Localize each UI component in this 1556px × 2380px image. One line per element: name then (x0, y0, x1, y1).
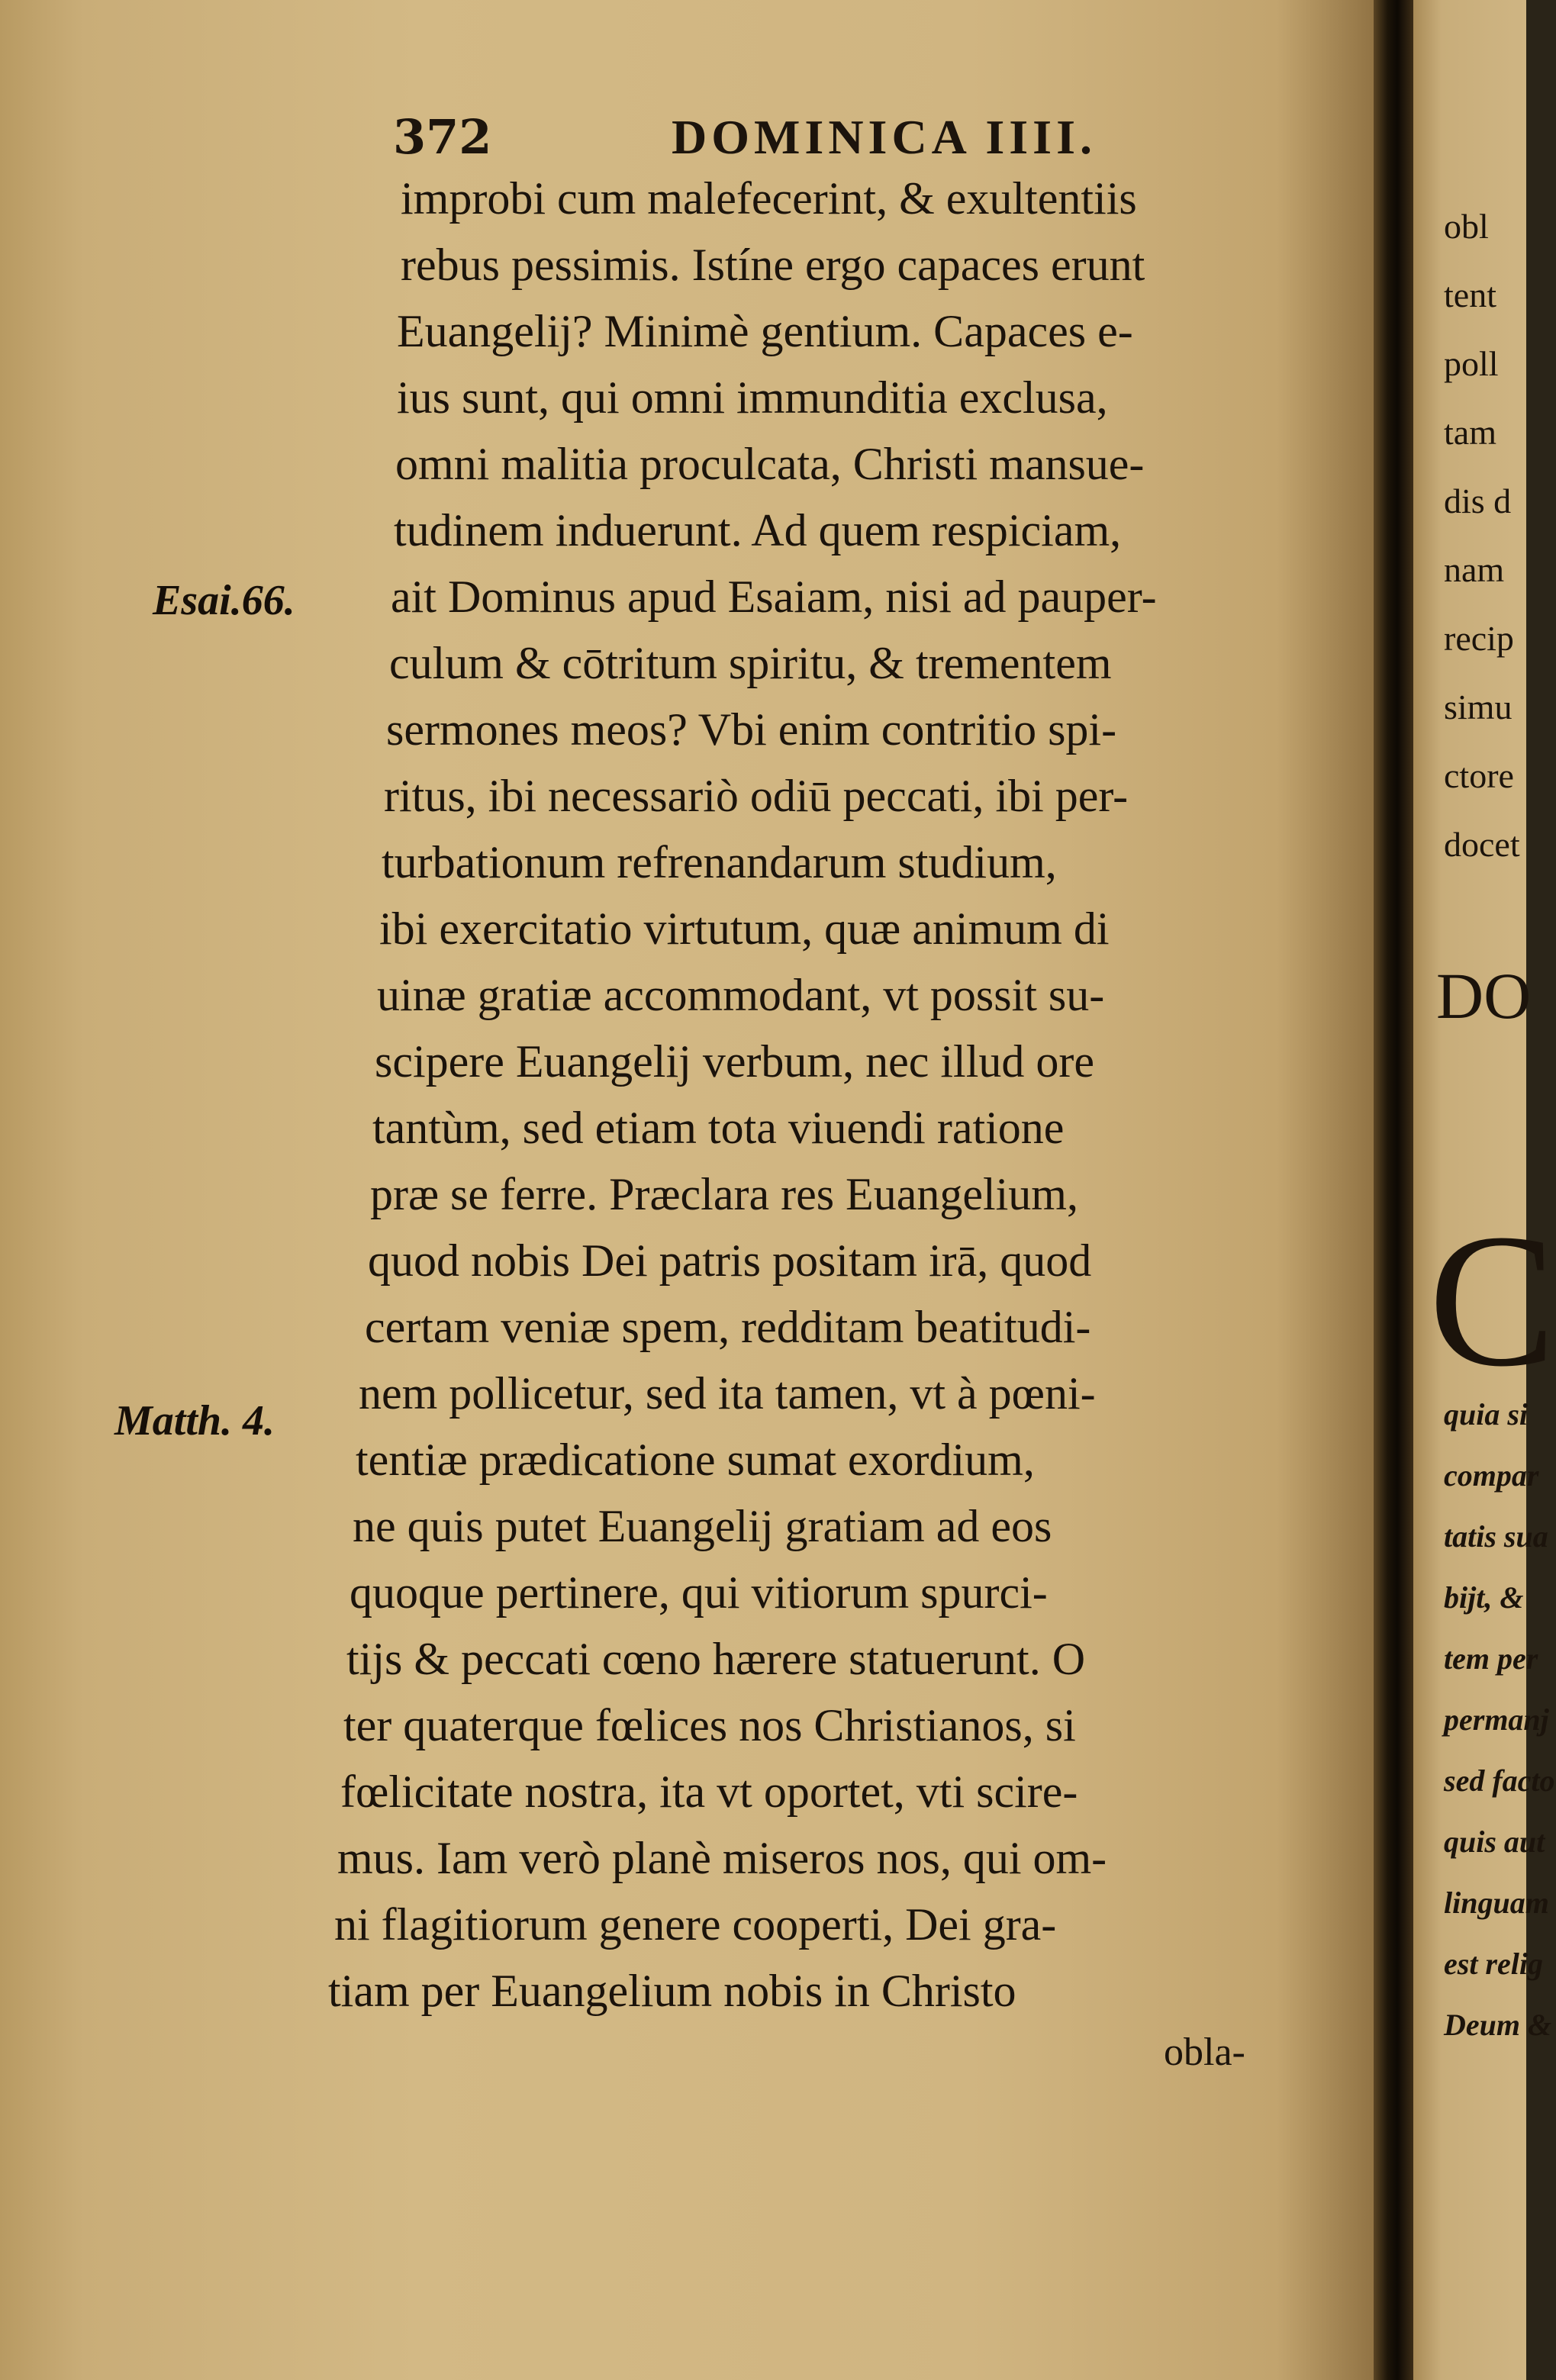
right-text-line: docet (1444, 825, 1520, 864)
text-line: tantùm, sed etiam tota viuendi ratione (372, 1103, 1065, 1153)
right-page (1413, 0, 1556, 2380)
right-text-line: permanj (1444, 1702, 1549, 1737)
right-text-line: obl (1444, 207, 1489, 246)
book-gutter (1374, 0, 1413, 2380)
catchword: obla- (1164, 2031, 1245, 2074)
right-text-line: bijt, & (1444, 1580, 1524, 1615)
text-line: tiam per Euangelium nobis in Christo (328, 1966, 1016, 2016)
right-text-line: compar (1444, 1458, 1539, 1493)
text-line: scipere Euangelij verbum, nec illud ore (375, 1036, 1094, 1087)
margin-note-matth: Matth. 4. (114, 1397, 275, 1444)
right-text-line: tent (1444, 275, 1496, 314)
text-line: ter quaterque fœlices nos Christianos, si (343, 1700, 1076, 1750)
text-line: præ se ferre. Præclara res Euangelium, (370, 1169, 1078, 1219)
text-line: ne quis putet Euangelij gratiam ad eos (353, 1501, 1052, 1551)
right-text-line: quis aut (1444, 1824, 1545, 1859)
running-head: DOMINICA IIII. (672, 110, 1097, 164)
text-line: fœlicitate nostra, ita vt oportet, vti scire- (340, 1766, 1078, 1817)
right-text-line: est relig (1444, 1947, 1543, 1981)
text-line: certam veniæ spem, redditam beatitudi- (365, 1302, 1091, 1352)
text-line: culum & cōtritum spiritu, & trementem (389, 638, 1112, 688)
text-line: nem pollicetur, sed ita tamen, vt à pœni- (359, 1368, 1096, 1419)
right-text-line: linguam (1444, 1886, 1549, 1920)
text-line: tudinem induerunt. Ad quem respiciam, (394, 505, 1122, 556)
right-text-line: sed facto (1444, 1763, 1555, 1798)
text-line: turbationum refrenandarum studium, (382, 837, 1057, 887)
drop-cap: C (1429, 1195, 1556, 1406)
right-text-line: ctore (1444, 756, 1514, 795)
right-text-line: tatis sua (1444, 1519, 1548, 1554)
right-text-line: recip (1444, 619, 1514, 658)
right-text-line: simu (1444, 688, 1513, 726)
right-text-line: dis d (1444, 481, 1512, 520)
text-line: uinæ gratiæ accommodant, vt possit su- (377, 970, 1105, 1020)
text-line: Euangelij? Minimè gentium. Capaces e- (397, 306, 1133, 356)
text-line: ius sunt, qui omni immunditia exclusa, (397, 372, 1108, 423)
text-line: ibi exercitatio virtutum, quæ animum di (379, 903, 1110, 954)
text-line: sermones meos? Vbi enim contritio spi- (386, 704, 1117, 755)
text-line: ritus, ibi necessariò odiū peccati, ibi per- (384, 771, 1129, 821)
text-line: tentiæ prædicatione sumat exordium, (356, 1435, 1035, 1485)
text-line: ni flagitiorum genere cooperti, Dei gra- (334, 1899, 1057, 1950)
right-text-line: tam (1444, 413, 1496, 452)
right-heading: DO (1436, 959, 1532, 1032)
page-number: 372 (393, 109, 492, 165)
text-line: ait Dominus apud Esaiam, nisi ad pauper- (391, 572, 1157, 622)
text-line: rebus pessimis. Istíne ergo capaces erunt (401, 240, 1145, 290)
right-text-line: quia si (1444, 1397, 1529, 1432)
text-line: omni malitia proculcata, Christi mansue- (395, 439, 1145, 489)
text-line: quod nobis Dei patris positam irā, quod (368, 1235, 1092, 1286)
right-text-line: poll (1444, 344, 1499, 383)
text-line: quoque pertinere, qui vitiorum spurci- (350, 1567, 1048, 1618)
margin-note-esai: Esai.66. (153, 577, 295, 624)
right-text-line: Deum & (1444, 2008, 1552, 2042)
text-line: tijs & peccati cœno hærere statuerunt. O (346, 1634, 1086, 1684)
right-text-line: nam (1444, 550, 1505, 589)
right-text-line: tem per (1444, 1641, 1538, 1676)
text-line: improbi cum malefecerint, & exultentiis (401, 173, 1137, 224)
text-line: mus. Iam verò planè miseros nos, qui om- (337, 1833, 1107, 1883)
